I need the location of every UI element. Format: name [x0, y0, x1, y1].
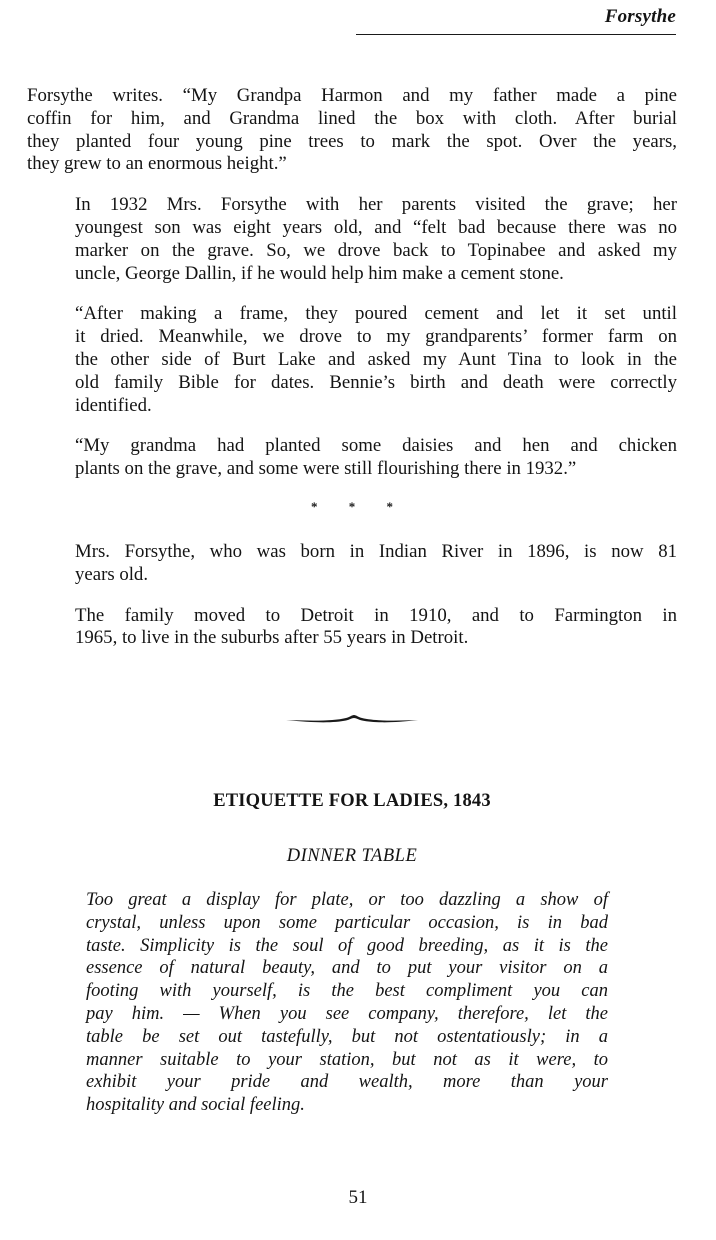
paragraph-line: it dried. Meanwhile, we drove to my grandparents’ former farm on: [75, 326, 677, 348]
paragraphs-before-break: [27, 85, 677, 481]
paragraph: [27, 303, 677, 417]
quote-line: footing with yourself, is the best compliment you can: [86, 981, 608, 1002]
paragraph-line: plants on the grave, and some were still flourishing there in 1932.”: [75, 458, 577, 480]
running-head: [356, 6, 676, 35]
quote-line: pay him. — When you see company, therefore, let the: [86, 1003, 608, 1024]
quote-line: crystal, unless upon some particular occasion, is in bad: [86, 912, 608, 933]
paragraph-line: they planted four young pine trees to mark the spot. Over the years,: [27, 130, 677, 152]
quote-line: Too great a display for plate, or too dazzling a show of: [86, 890, 608, 910]
body-text: [27, 85, 677, 668]
ornamental-rule: [284, 712, 420, 726]
paragraph-line: years old.: [75, 563, 149, 585]
paragraph-line: marker on the grave. So, we drove back to Topinabee and asked my: [75, 239, 677, 261]
paragraph: [27, 541, 677, 587]
quote-line: exhibit your pride and wealth, more than your: [86, 1072, 608, 1093]
paragraph-line: they grew to an enormous height.”: [27, 153, 287, 175]
paragraph: [27, 194, 677, 285]
section-title: ETIQUETTE FOR LADIES, 1843: [213, 791, 491, 811]
paragraph-line: In 1932 Mrs. Forsythe with her parents visited the grave; her: [75, 194, 677, 216]
paragraph-line: old family Bible for dates. Bennie’s birth and death were correctly: [75, 371, 677, 393]
quote-line: hospitality and social feeling.: [86, 1095, 305, 1116]
paragraph: [27, 605, 677, 651]
paragraph-line: youngest son was eight years old, and “felt bad because there was no: [75, 216, 677, 238]
paragraph-line: “My grandma had planted some daisies and hen and chicken: [75, 435, 677, 457]
paragraph: [27, 85, 677, 176]
paragraph-line: uncle, George Dallin, if he would help him make a cement stone.: [75, 262, 564, 284]
paragraph: [27, 435, 677, 481]
section-break-asterisks: * * *: [311, 498, 407, 514]
paragraph-line: Forsythe writes. “My Grandpa Harmon and my father made a pine: [27, 85, 677, 106]
paragraph-line: 1965, to live in the suburbs after 55 years in Detroit.: [75, 627, 469, 649]
paragraph-line: the other side of Burt Lake and asked my Aunt Tina to look in the: [75, 348, 677, 370]
paragraph-line: The family moved to Detroit in 1910, and to Farmington in: [75, 604, 677, 626]
paragraph-line: coffin for him, and Grandma lined the box with cloth. After burial: [27, 107, 677, 129]
etiquette-quote: [86, 889, 608, 1117]
paragraphs-after-break: [27, 541, 677, 650]
page-number: 51: [348, 1187, 368, 1208]
quote-line: table be set out tastefully, but not ostentatiously; in a: [86, 1026, 608, 1047]
paragraph-line: identified.: [75, 394, 152, 416]
quote-line: manner suitable to your station, but not as it were, to: [86, 1049, 608, 1070]
quote-line: taste. Simplicity is the soul of good breeding, as it is the: [86, 935, 608, 956]
quote-line: essence of natural beauty, and to put your visitor on a: [86, 958, 608, 979]
paragraph-line: Mrs. Forsythe, who was born in Indian River in 1896, is now 81: [75, 540, 677, 562]
running-head-title: Forsythe: [604, 6, 676, 27]
paragraph-line: “After making a frame, they poured cement and let it set until: [75, 303, 677, 325]
section-subtitle: DINNER TABLE: [286, 846, 418, 866]
